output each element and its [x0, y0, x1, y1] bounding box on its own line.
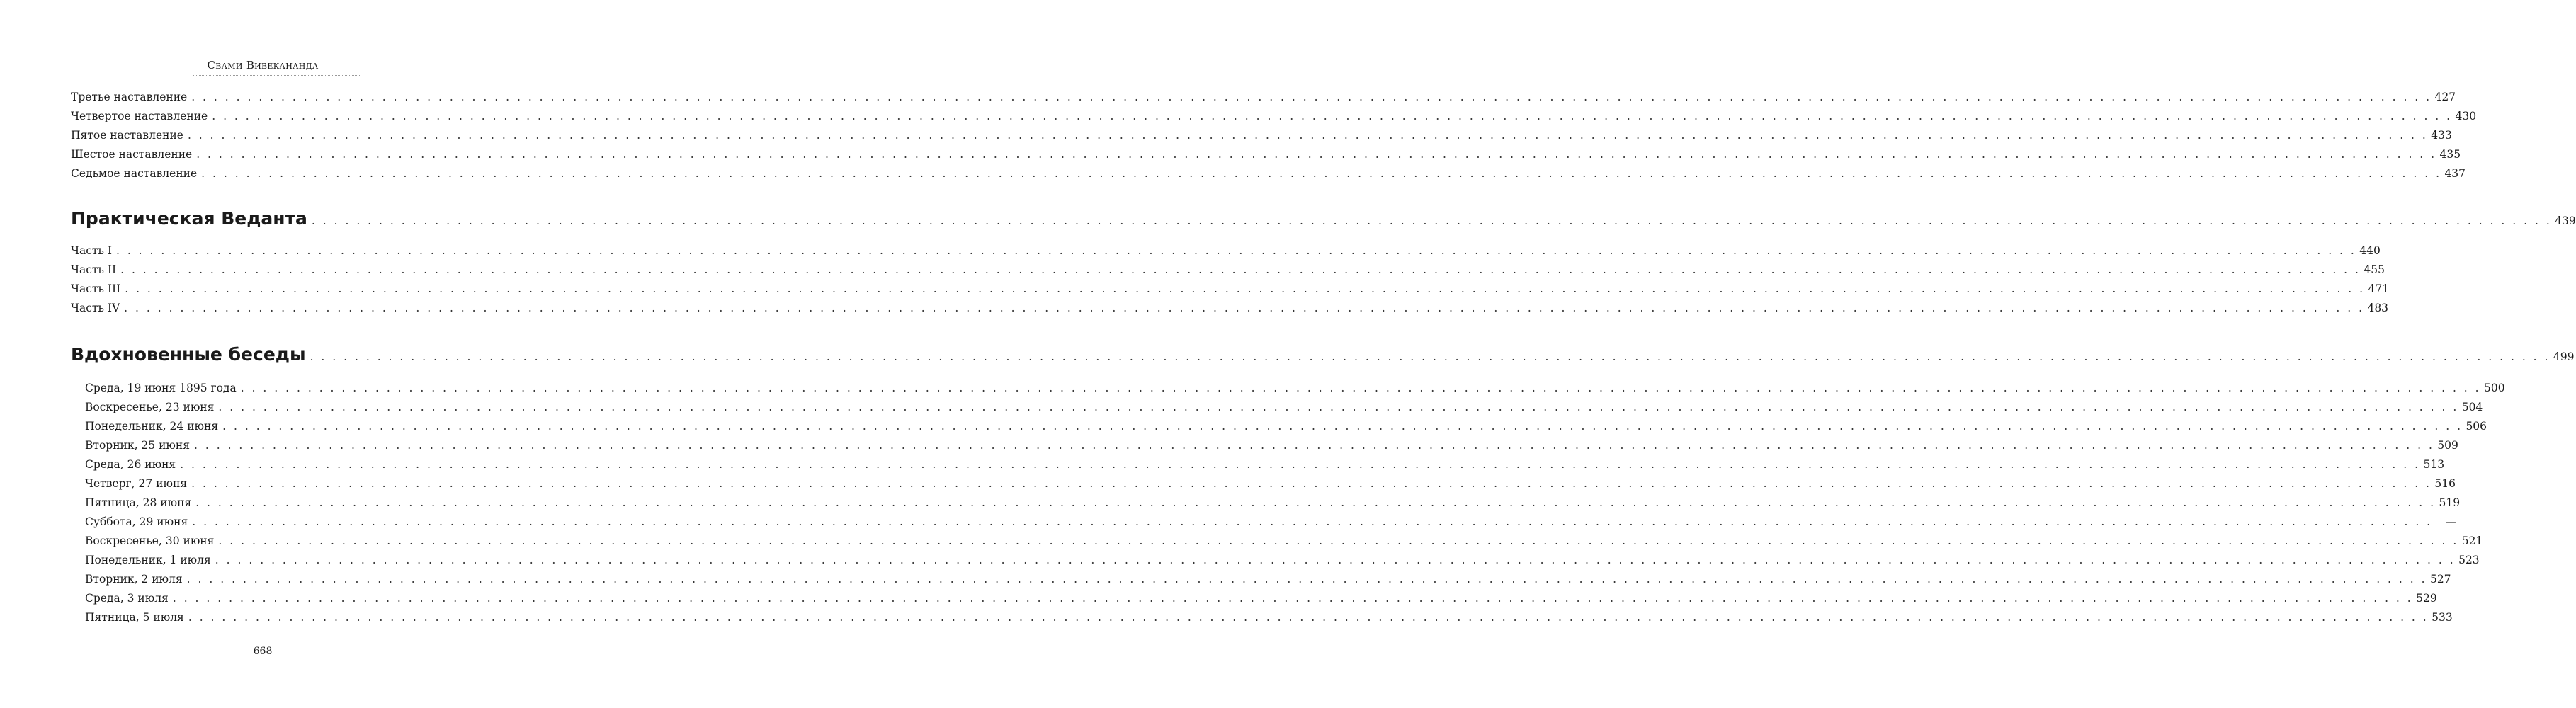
toc-entry [71, 107, 2477, 126]
dot-leader: . . . . . . . . . . . . . . . . . . . . . . . . . . . . . . . . . . . . . . . . . . . . . . . . . . . . . . . . . . . . . . . . . . . . . . . . . . . . . . . . . . . . . . . . . . . . . . . . . . . . . . . . . . . . . . . . . . . . . . . . . . . . . . . . . . . . . . . . . . . . . . . . . . . . . . . . . . . . . . . . . . . . . . . . . . . . . . . . . . . . . . . . . . . . . . . . . . . . . . . . [222, 420, 2463, 433]
dot-leader: . . . . . . . . . . . . . . . . . . . . . . . . . . . . . . . . . . . . . . . . . . . . . . . . . . . . . . . . . . . . . . . . . . . . . . . . . . . . . . . . . . . . . . . . . . . . . . . . . . . . . . . . . . . . . . . . . . . . . . . . . . . . . . . . . . . . . . . . . . . . . . . . . . . . . . . . . . . . . . . . . . . . . . . . . . . . . . . . . . . . . . . . . . . . . . . . . . . . . . . . [120, 263, 2361, 276]
toc-entry-page: 533 [2432, 611, 2453, 624]
toc-entry-title: Среда, 26 июня [85, 458, 176, 471]
toc-entry-title: Пятница, 28 июня [85, 496, 192, 509]
toc-entry-title: Воскресенье, 23 июня [85, 401, 215, 413]
toc-entry-title: Понедельник, 1 июля [85, 554, 211, 566]
toc-entry-title: Воскресенье, 30 июня [85, 535, 215, 547]
dot-leader: . . . . . . . . . . . . . . . . . . . . . . . . . . . . . . . . . . . . . . . . . . . . . . . . . . . . . . . . . . . . . . . . . . . . . . . . . . . . . . . . . . . . . . . . . . . . . . . . . . . . . . . . . . . . . . . . . . . . . . . . . . . . . . . . . . . . . . . . . . . . . . . . . . . . . . . . . . . . . . . . . . . . . . . . . . . . . . . . . . . . . . . . . . . . . . . . . . . . . . . . [180, 458, 2421, 471]
toc-entry-page: 521 [2461, 535, 2483, 547]
toc-entry [71, 493, 2461, 513]
toc-entry-page: 455 [2364, 263, 2385, 276]
dot-leader: . . . . . . . . . . . . . . . . . . . . . . . . . . . . . . . . . . . . . . . . . . . . . . . . . . . . . . . . . . . . . . . . . . . . . . . . . . . . . . . . . . . . . . . . . . . . . . . . . . . . . . . . . . . . . . . . . . . . . . . . . . . . . . . . . . . . . . . . . . . . . . . . . . . . . . . . . . . . . . . . . . . . . . . . . . . . . . . . . . . . . . . . . . . . . . . . . . . . . . . . [188, 611, 2429, 624]
toc-entry-title: Четвертое наставление [71, 110, 208, 122]
toc-entry-title: Среда, 19 июня 1895 года [85, 382, 237, 394]
toc-entry-title: Понедельник, 24 июня [85, 420, 219, 433]
header-divider [193, 75, 360, 76]
toc-entry-page: 504 [2461, 401, 2483, 413]
toc-entry-title: Шестое наставление [71, 148, 193, 161]
section-heading [71, 341, 2575, 369]
toc-entry-page: 513 [2423, 458, 2445, 471]
toc-entry [71, 589, 2437, 608]
dot-leader: . . . . . . . . . . . . . . . . . . . . . . . . . . . . . . . . . . . . . . . . . . . . . . . . . . . . . . . . . . . . . . . . . . . . . . . . . . . . . . . . . . . . . . . . . . . . . . . . . . . . . . . . . . . . . . . . . . . . . . . . . . . . . . . . . . . . . . . . . . . . . . . . . . . . . . . . . . . . . . . . . . . . . . . . . . . . . . . . . . . . . . . . . . . . . . . . . . . . . . . . [191, 91, 2432, 103]
toc-entry-title: Часть II [71, 263, 117, 276]
section-heading-title: Практическая Веданта [71, 208, 307, 229]
toc-entry [71, 280, 2390, 299]
dot-leader: . . . . . . . . . . . . . . . . . . . . . . . . . . . . . . . . . . . . . . . . . . . . . . . . . . . . . . . . . . . . . . . . . . . . . . . . . . . . . . . . . . . . . . . . . . . . . . . . . . . . . . . . . . . . . . . . . . . . . . . . . . . . . . . . . . . . . . . . . . . . . . . . . . . . . . . . . . . . . . . . . . . . . . . . . . . . . . . . . . . . . . . . . . . . . . . . . . . . . . . . [194, 439, 2434, 452]
toc-entry-title: Часть III [71, 282, 121, 295]
toc-entry [71, 608, 2453, 627]
toc-entry-page: 527 [2429, 573, 2451, 586]
dot-leader: . . . . . . . . . . . . . . . . . . . . . . . . . . . . . . . . . . . . . . . . . . . . . . . . . . . . . . . . . . . . . . . . . . . . . . . . . . . . . . . . . . . . . . . . . . . . . . . . . . . . . . . . . . . . . . . . . . . . . . . . . . . . . . . . . . . . . . . . . . . . . . . . . . . . . . . . . . . . . . . . . . . . . . . . . . . . . . . . . . . . . . . . . . . . . . . . . . . . . . . . [218, 401, 2459, 413]
toc-entry-title: Часть I [71, 244, 112, 257]
toc-entry [71, 241, 2381, 261]
toc-entry-page: 523 [2458, 554, 2480, 566]
dot-leader: . . . . . . . . . . . . . . . . . . . . . . . . . . . . . . . . . . . . . . . . . . . . . . . . . . . . . . . . . . . . . . . . . . . . . . . . . . . . . . . . . . . . . . . . . . . . . . . . . . . . . . . . . . . . . . . . . . . . . . . . . . . . . . . . . . . . . . . . . . . . . . . . . . . . . . . . . . . . . . . . . . . . . . . . . . . . . . . . . . . . . . . . . . . . . . . . . . . . . . . . [187, 129, 2428, 142]
dot-leader: . . . . . . . . . . . . . . . . . . . . . . . . . . . . . . . . . . . . . . . . . . . . . . . . . . . . . . . . . . . . . . . . . . . . . . . . . . . . . . . . . . . . . . . . . . . . . . . . . . . . . . . . . . . . . . . . . . . . . . . . . . . . . . . . . . . . . . . . . . . . . . . . . . . . . . . . . . . . . . . . . . . . . . . . . . . . . . . . . . . . . . . . . . . . . . . . . . . . . . . . [196, 148, 2437, 161]
toc-entry-page: 529 [2416, 592, 2437, 605]
dot-leader: . . . . . . . . . . . . . . . . . . . . . . . . . . . . . . . . . . . . . . . . . . . . . . . . . . . . . . . . . . . . . . . . . . . . . . . . . . . . . . . . . . . . . . . . . . . . . . . . . . . . . . . . . . . . . . . . . . . . . . . . . . . . . . . . . . . . . . . . . . . . . . . . . . . . . . . . . . . . . . . . . . . . . . . . . . . . . . . . . . . . . . . . . . . . . . . . . . . . . . . . [115, 244, 2356, 257]
running-header: Свами Вивекананда [207, 59, 319, 72]
dot-leader: . . . . . . . . . . . . . . . . . . . . . . . . . . . . . . . . . . . . . . . . . . . . . . . . . . . . . . . . . . . . . . . . . . . . . . . . . . . . . . . . . . . . . . . . . . . . . . . . . . . . . . . . . . . . . . . . . . . . . . . . . . . . . . . . . . . . . . . . . . . . . . . . . . . . . . . . . . . . . . . . . . . . . . . . . . . . . . . . . . . . . . . . . . . . . . . . . . . . . . . . [186, 573, 2427, 586]
toc-entry-page: 430 [2455, 110, 2477, 122]
dot-leader: . . . . . . . . . . . . . . . . . . . . . . . . . . . . . . . . . . . . . . . . . . . . . . . . . . . . . . . . . . . . . . . . . . . . . . . . . . . . . . . . . . . . . . . . . . . . . . . . . . . . . . . . . . . . . . . . . . . . . . . . . . . . . . . . . . . . . . . . . . . . . . . . . . . . . . . . . . . . . . . . . . . . . . . . . . . . . . . . . . . . . . . . . . . . . . . . . . . . . . . . [240, 382, 2481, 394]
toc-entry-page: 500 [2484, 382, 2505, 394]
toc-entry-title: Пятница, 5 июля [85, 611, 184, 624]
dot-leader: . . . . . . . . . . . . . . . . . . . . . . . . . . . . . . . . . . . . . . . . . . . . . . . . . . . . . . . . . . . . . . . . . . . . . . . . . . . . . . . . . . . . . . . . . . . . . . . . . . . . . . . . . . . . . . . . . . . . . . . . . . . . . . . . . . . . . . . . . . . . . . . . . . . . . . . . . . . . . . . . . . . . . . . . . . . . . . . . . . . . . . . . . . . . . . . . . . . . . . . . [215, 554, 2456, 566]
section-heading-page: 439 [2555, 215, 2576, 227]
dot-leader: . . . . . . . . . . . . . . . . . . . . . . . . . . . . . . . . . . . . . . . . . . . . . . . . . . . . . . . . . . . . . . . . . . . . . . . . . . . . . . . . . . . . . . . . . . . . . . . . . . . . . . . . . . . . . . . . . . . . . . . . . . . . . . . . . . . . . . . . . . . . . . . . . . . . . . . . . . . . . . . . . . . . . . . . . . . . . . . . . . . . . . . . . . . . . . . . . . . . . . . . [201, 167, 2442, 180]
toc-entry-page: 519 [2439, 496, 2461, 509]
toc-entry-page: 437 [2444, 167, 2466, 180]
dot-leader: . . . . . . . . . . . . . . . . . . . . . . . . . . . . . . . . . . . . . . . . . . . . . . . . . . . . . . . . . . . . . . . . . . . . . . . . . . . . . . . . . . . . . . . . . . . . . . . . . . . . . . . . . . . . . . . . . . . . . . . . . . . . . . . . . . . . . . . . . . . . . . . . . . . . . . . . . . . . . . . . . . . . . . . . . . . . . . . . . . . . . . . . . . . . . . . . . . . . . . . . [191, 477, 2432, 490]
toc-entry-title: Третье наставление [71, 91, 188, 103]
section-heading-page: 499 [2553, 350, 2575, 363]
section-heading [71, 205, 2576, 233]
toc-entry-page: 506 [2466, 420, 2487, 433]
toc-entry-page: 433 [2431, 129, 2452, 142]
dot-leader: . . . . . . . . . . . . . . . . . . . . . . . . . . . . . . . . . . . . . . . . . . . . . . . . . . . . . . . . . . . . . . . . . . . . . . . . . . . . . . . . . . . . . . . . . . . . . . . . . . . . . . . . . . . . . . . . . . . . . . . . . . . . . . . . . . . . . . . . . . . . . . . . . . . . . . . . . . . . . . . . . . . . . . . . . . . . . . . . . . . . . . . . . . . . . . . . . . . . . . . . [124, 302, 2365, 314]
toc-entry-title: Часть IV [71, 302, 120, 314]
dot-leader: . . . . . . . . . . . . . . . . . . . . . . . . . . . . . . . . . . . . . . . . . . . . . . . . . . . . . . . . . . . . . . . . . . . . . . . . . . . . . . . . . . . . . . . . . . . . . . . . . . . . . . . . . . . . . . . . . . . . . . . . . . . . . . . . . . . . . . . . . . . . . . . . . . . . . . . . . . . . . . . . . . . . . . . . . . . . . . . . . . . . . . . . . . . . . . . . . . . . . . . . [195, 496, 2436, 509]
toc-entry [71, 299, 2389, 318]
toc-entry [71, 570, 2451, 589]
toc-entry-page: 471 [2368, 282, 2390, 295]
dot-leader: . . . . . . . . . . . . . . . . . . . . . . . . . . . . . . . . . . . . . . . . . . . . . . . . . . . . . . . . . . . . . . . . . . . . . . . . . . . . . . . . . . . . . . . . . . . . . . . . . . . . . . . . . . . . . . . . . . . . . . . . . . . . . . . . . . . . . . . . . . . . . . . . . . . . . . . . . . . . . . . . . . . . . . . . . . . . . . . . . . . . . . . . . . . . . . . . . . . . . . . . [212, 110, 2453, 122]
section-heading-title: Вдохновенные беседы [71, 344, 306, 365]
toc-entry-title: Суббота, 29 июня [85, 515, 188, 528]
toc-entry-title: Вторник, 2 июля [85, 573, 183, 586]
dot-leader: . . . . . . . . . . . . . . . . . . . . . . . . . . . . . . . . . . . . . . . . . . . . . . . . . . . . . . . . . . . . . . . . . . . . . . . . . . . . . . . . . . . . . . . . . . . . . . . . . . . . . . . . . . . . . . . . . . . . . . . . . . . . . . . . . . . . . . . . . . . . . . . . . . . . . . . . . . . . . . . . . . . . . . . . . . . . . . . . . . . . . . . . . . . . . . . . . . . . . . . . [192, 515, 2433, 528]
toc-entry [71, 164, 2466, 183]
toc-entry-title: Среда, 3 июля [85, 592, 169, 605]
page-number: 668 [253, 646, 273, 657]
dot-leader: . . . . . . . . . . . . . . . . . . . . . . . . . . . . . . . . . . . . . . . . . . . . . . . . . . . . . . . . . . . . . . . . . . . . . . . . . . . . . . . . . . . . . . . . . . . . . . . . . . . . . . . . . . . . . . . . . . . . . . . . . . . . . . . . . . . . . . . . . . . . . . . . . . . . . . . . . . . . . . . . . . . . . . . . . . . . . . . . . . . . . . . . . . . . . . . . . . . . . . . . [172, 592, 2413, 605]
toc-entry-title: Вторник, 25 июня [85, 439, 191, 452]
toc-entry [71, 145, 2461, 164]
dot-leader: . . . . . . . . . . . . . . . . . . . . . . . . . . . . . . . . . . . . . . . . . . . . . . . . . . . . . . . . . . . . . . . . . . . . . . . . . . . . . . . . . . . . . . . . . . . . . . . . . . . . . . . . . . . . . . . . . . . . . . . . . . . . . . . . . . . . . . . . . . . . . . . . . . . . . . . . . . . . . . . . . . . . . . . . . . . . . . . . . . . . . . . . . . . . . . . . . . . . . . . . [310, 350, 2551, 363]
toc-entry [71, 88, 2456, 107]
toc-entry-page: 440 [2359, 244, 2381, 257]
toc-entry-page: 509 [2437, 439, 2458, 452]
dot-leader: . . . . . . . . . . . . . . . . . . . . . . . . . . . . . . . . . . . . . . . . . . . . . . . . . . . . . . . . . . . . . . . . . . . . . . . . . . . . . . . . . . . . . . . . . . . . . . . . . . . . . . . . . . . . . . . . . . . . . . . . . . . . . . . . . . . . . . . . . . . . . . . . . . . . . . . . . . . . . . . . . . . . . . . . . . . . . . . . . . . . . . . . . . . . . . . . . . . . . . . . [218, 535, 2459, 547]
toc-entry [71, 417, 2487, 436]
toc-entry [71, 513, 2457, 532]
toc-entry-title: Седьмое наставление [71, 167, 198, 180]
toc-entry [71, 551, 2480, 570]
toc-entry [71, 455, 2445, 474]
toc-entry-page: 483 [2367, 302, 2389, 314]
toc-entry [71, 532, 2483, 551]
toc-entry [71, 126, 2452, 145]
toc-entry [71, 398, 2483, 417]
toc-entry [71, 474, 2456, 493]
toc-entry-title: Четверг, 27 июня [85, 477, 188, 490]
toc-entry [71, 379, 2505, 398]
toc-entry [71, 261, 2385, 280]
table-of-contents [71, 88, 2576, 627]
toc-entry-page: 427 [2434, 91, 2456, 103]
dot-leader: . . . . . . . . . . . . . . . . . . . . . . . . . . . . . . . . . . . . . . . . . . . . . . . . . . . . . . . . . . . . . . . . . . . . . . . . . . . . . . . . . . . . . . . . . . . . . . . . . . . . . . . . . . . . . . . . . . . . . . . . . . . . . . . . . . . . . . . . . . . . . . . . . . . . . . . . . . . . . . . . . . . . . . . . . . . . . . . . . . . . . . . . . . . . . . . . . . . . . . . . [125, 282, 2366, 295]
toc-entry-page: 516 [2434, 477, 2456, 490]
dot-leader: . . . . . . . . . . . . . . . . . . . . . . . . . . . . . . . . . . . . . . . . . . . . . . . . . . . . . . . . . . . . . . . . . . . . . . . . . . . . . . . . . . . . . . . . . . . . . . . . . . . . . . . . . . . . . . . . . . . . . . . . . . . . . . . . . . . . . . . . . . . . . . . . . . . . . . . . . . . . . . . . . . . . . . . . . . . . . . . . . . . . . . . . . . . . . . . . . . . . . . . . [311, 215, 2552, 227]
toc-entry-title: Пятое наставление [71, 129, 183, 142]
toc-entry-page: — [2445, 515, 2457, 528]
toc-entry-page: 435 [2439, 148, 2461, 161]
toc-entry [71, 436, 2458, 455]
